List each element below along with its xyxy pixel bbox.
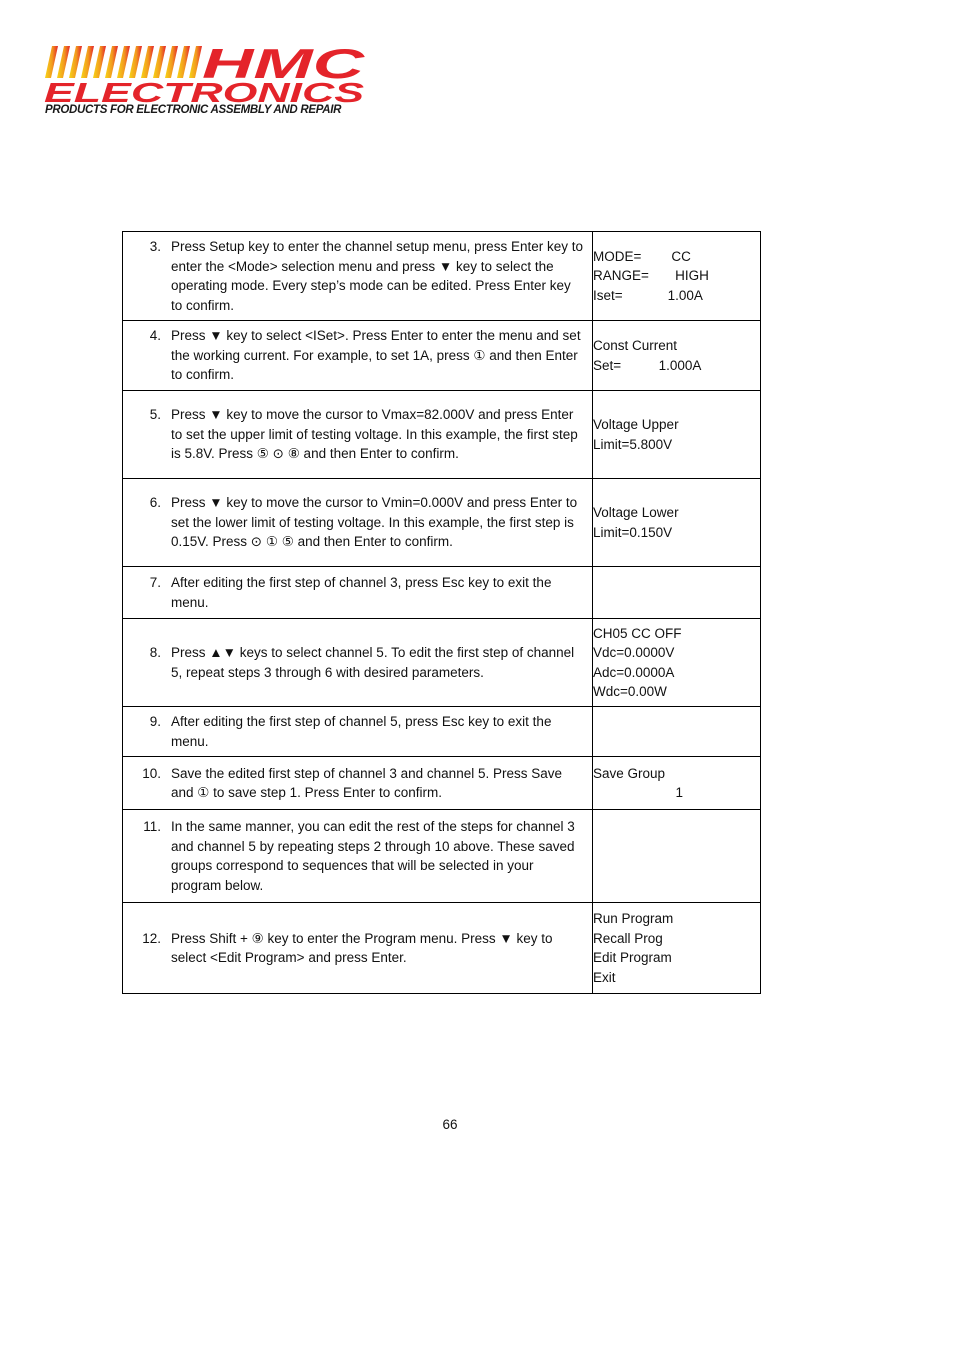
step-instruction-cell (123, 567, 593, 619)
step-number: 5. (149, 407, 161, 423)
step-instruction (123, 321, 592, 390)
step-instruction-cell (123, 810, 593, 903)
step-row (123, 232, 761, 321)
display-line: Limit=5.800V (593, 436, 673, 452)
step-number-wrap (123, 237, 171, 257)
display-readout-cell (593, 479, 761, 567)
step-instruction-cell (123, 391, 593, 479)
display-readout-cell (593, 757, 761, 810)
display-line: Recall Prog (593, 930, 663, 946)
display-readout-cell (593, 903, 761, 994)
steps-table (122, 231, 761, 994)
step-text: Press ▼ key to move the cursor to Vmax=82.000V and press Enter to set the upper limit of testing voltage. In this example, the first step is 5.8V. Press ⑤ ⊙ ⑧ and then Enter to confirm. (171, 407, 578, 462)
step-number-wrap (123, 405, 171, 425)
step-text: Press Setup key to enter the channel setup menu, press Enter key to enter the <Mode> selection menu and press ▼ key to select the operating mode. Every step’s mode can be edited. Press Enter key to confirm. (171, 239, 583, 313)
step-instruction (123, 488, 592, 557)
display-readout-cell (593, 707, 761, 757)
step-number: 10. (142, 765, 161, 781)
step-instruction (123, 759, 592, 808)
step-number-wrap (123, 493, 171, 513)
step-number-wrap (123, 764, 171, 784)
display-line: Wdc=0.00W (593, 684, 667, 699)
step-text: After editing the first step of channel 5, press Esc key to exit the menu. (171, 714, 552, 749)
step-row (123, 619, 761, 707)
logo-hmc-text: HMC (202, 42, 366, 87)
step-text: Save the edited first step of channel 3 and channel 5. Press Save and ① to save step 1. Press Enter to confirm. (171, 765, 562, 800)
step-row (123, 479, 761, 567)
step-instruction (123, 638, 592, 687)
logo-graphic (42, 42, 372, 104)
step-number: 4. (149, 328, 161, 344)
step-row (123, 391, 761, 479)
display-readout-cell (593, 232, 761, 321)
step-row (123, 757, 761, 810)
step-number-wrap (123, 929, 171, 949)
step-number-wrap (123, 573, 171, 593)
step-text: After editing the first step of channel 3, press Esc key to exit the menu. (171, 575, 552, 610)
display-line: Edit Program (593, 950, 672, 965)
logo-electronics-text: ELECTRONICS (44, 77, 365, 104)
step-number: 11. (143, 819, 161, 834)
step-instruction (123, 232, 592, 320)
display-line: Adc=0.0000A (593, 664, 675, 680)
step-text: Press ▲▼ keys to select channel 5. To edit the first step of channel 5, repeat steps 3 through 6 with desired parameters. (171, 645, 575, 680)
step-instruction-cell (123, 903, 593, 994)
display-readout-cell (593, 619, 761, 707)
logo-tagline: PRODUCTS FOR ELECTRONIC ASSEMBLY AND REPAIR (45, 104, 342, 116)
step-row (123, 707, 761, 757)
step-instruction-cell (123, 757, 593, 810)
step-instruction-cell (123, 479, 593, 567)
logo-stripes (45, 46, 202, 78)
step-number-wrap (123, 326, 171, 346)
step-number: 9. (149, 714, 161, 729)
step-number: 12. (142, 930, 161, 946)
display-line: Exit (593, 969, 616, 985)
step-row (123, 903, 761, 994)
display-line: 1 (593, 785, 684, 800)
step-instruction-cell (123, 232, 593, 321)
display-line: CH05 CC OFF (593, 625, 682, 641)
step-instruction (123, 707, 592, 756)
hmc-electronics-logo (42, 42, 372, 122)
display-line: Iset= 1.00A (593, 287, 703, 303)
step-instruction (123, 812, 592, 900)
display-line: Save Group (593, 765, 666, 781)
display-line: Run Program (593, 911, 674, 926)
step-row (123, 567, 761, 619)
page-number: 66 (442, 1117, 458, 1132)
step-instruction (123, 924, 592, 973)
step-row (123, 810, 761, 903)
step-row (123, 321, 761, 391)
step-instruction (123, 568, 592, 617)
step-text: Press ▼ key to select <ISet>. Press Enter to enter the menu and set the working current. For example, to set 1A, press ① and then Enter to confirm. (171, 328, 581, 383)
display-readout-cell (593, 321, 761, 391)
step-text: Press ▼ key to move the cursor to Vmin=0.000V and press Enter to set the lower limit of testing voltage. In this example, the first step is 0.15V. Press ⊙ ① ⑤ and then Enter to confirm. (171, 495, 578, 550)
display-line: Voltage Upper (593, 417, 679, 432)
display-readout-cell (593, 391, 761, 479)
step-number-wrap (123, 817, 171, 837)
step-instruction-cell (123, 619, 593, 707)
steps-body (123, 232, 761, 994)
step-number: 6. (149, 495, 161, 511)
step-instruction (123, 400, 592, 469)
step-number-wrap (123, 712, 171, 732)
step-number: 8. (149, 645, 161, 660)
step-text: Press Shift + ⑨ key to enter the Program menu. Press ▼ key to select <Edit Program> and press Enter. (171, 930, 553, 965)
step-number-wrap (123, 643, 171, 663)
step-text: In the same manner, you can edit the rest of the steps for channel 3 and channel 5 by repeating steps 2 through 10 above. These saved groups correspond to sequences that will be selected in your program below. (171, 819, 575, 893)
display-line: MODE= CC (593, 248, 691, 264)
display-line: Limit=0.150V (593, 524, 673, 540)
display-line: RANGE= HIGH (593, 268, 709, 284)
display-line: Const Current (593, 338, 678, 353)
step-number: 7. (149, 575, 161, 590)
display-readout-cell (593, 810, 761, 903)
display-line: Voltage Lower (593, 505, 679, 520)
display-readout-cell (593, 567, 761, 619)
step-number: 3. (149, 239, 161, 254)
display-line: Set= 1.000A (593, 357, 702, 373)
display-line: Vdc=0.0000V (593, 645, 675, 660)
step-instruction-cell (123, 321, 593, 391)
step-instruction-cell (123, 707, 593, 757)
